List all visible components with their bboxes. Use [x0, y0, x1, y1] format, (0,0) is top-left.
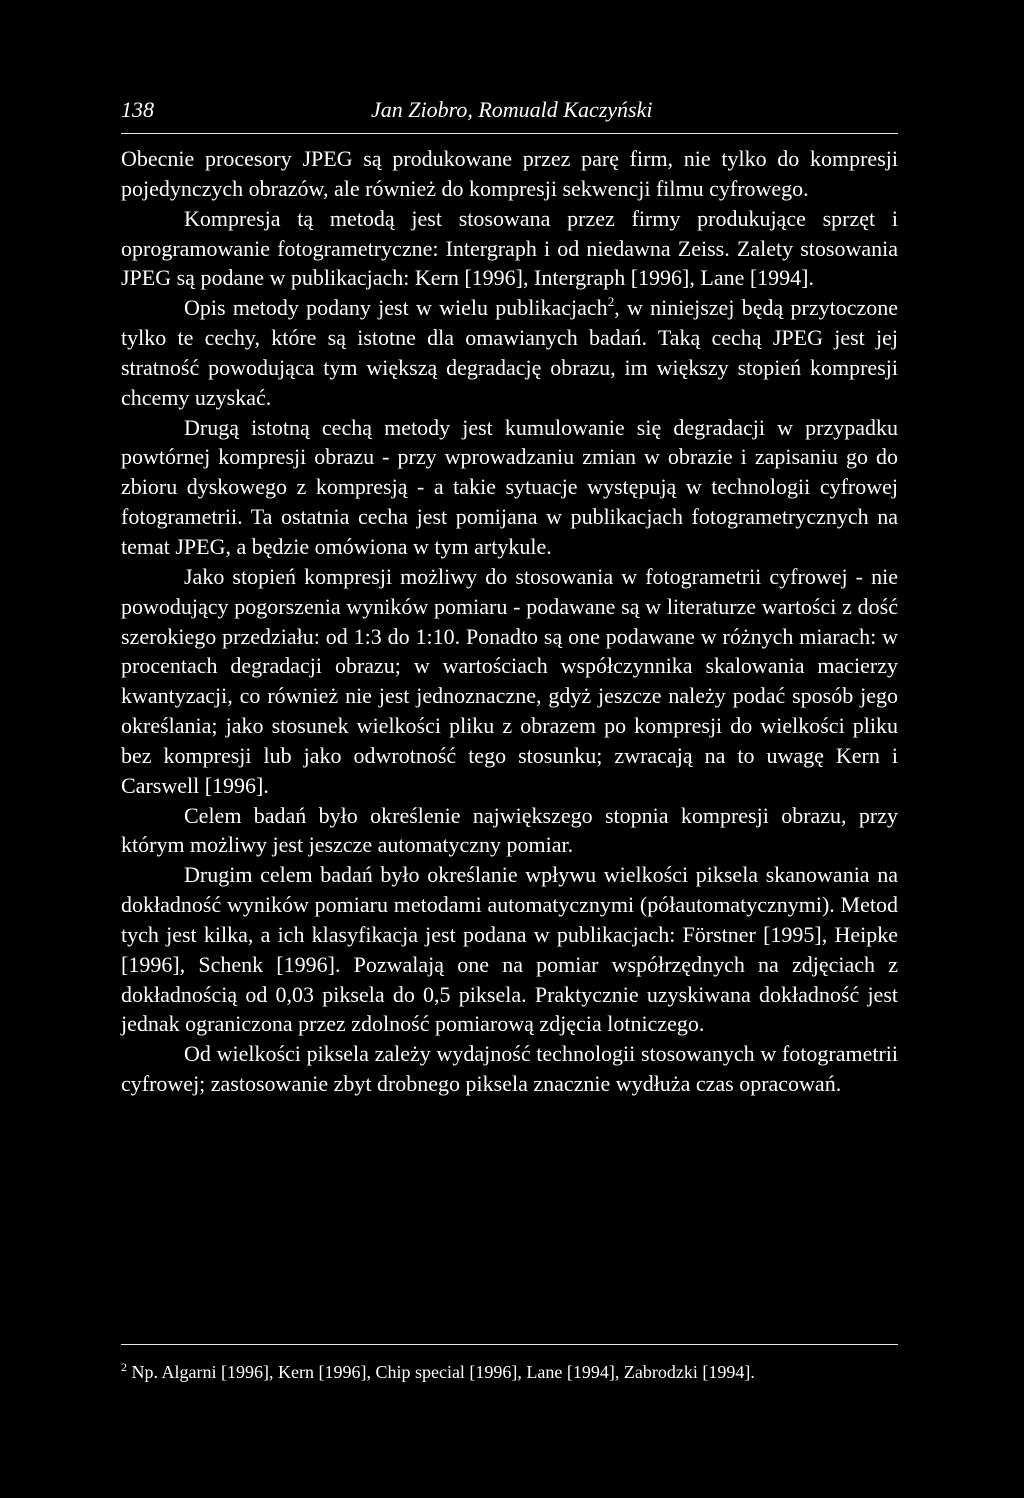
- footnote: [121, 1359, 898, 1385]
- page-header: [121, 97, 898, 134]
- paragraph-6: Celem badań było określenie największego stopnia kompresji obrazu, przy którym możliwy jest jeszcze automatyczny pomiar.: [121, 802, 898, 858]
- footnote-reference[interactable]: 2: [607, 294, 615, 310]
- footnote-divider: [121, 1344, 898, 1345]
- paragraph-2: Kompresja tą metodą jest stosowana przez firmy produkujące sprzęt i oprogramowanie fotogrametryczne: Intergraph i od niedawna Zeiss. Zalety stosowania JPEG są podane w publikacjach: Kern [1996], Intergraph [1996], Lane [1994].: [121, 205, 898, 291]
- paragraph-7: Drugim celem badań było określanie wpływu wielkości piksela skanowania na dokładność wyników pomiaru metodami automatycznymi (półautomatycznymi). Metod tych jest kilka, a ich klasyfikacja jest podana w publikacjach: Förstner [1995], Heipke [1996], Schenk [1996]. Pozwalają one na pomiar współrzędnych na zdjęciach z dokładnością od 0,03 piksela do 0,5 piksela. Praktycznie uzyskiwana dokładność jest jednak ograniczona przez zdolność pomiarową zdjęcia lotniczego.: [121, 862, 898, 1037]
- paragraph-3-text-before: Opis metody podany jest w wielu publikacjach: [184, 295, 608, 321]
- paragraph-3: [121, 293, 898, 412]
- footnote-text: Np. Algarni [1996], Kern [1996], Chip special [1996], Lane [1994], Zabrodzki [1994].: [127, 1362, 755, 1382]
- paragraph-4: Drugą istotną cechą metody jest kumulowanie się degradacji w przypadku powtórnej kompresji obrazu - przy wprowadzaniu zmian w obrazie i zapisaniu go do zbioru dyskowego z kompresją - a takie sytuacje występują w technologii cyfrowej fotogrametrii. Ta ostatnia cecha jest pomijana w publikacjach fotogrametrycznych na temat JPEG, a będzie omówiona w tym artykule.: [121, 414, 898, 559]
- footnote-number: 2: [121, 1360, 127, 1374]
- paragraph-8: Od wielkości piksela zależy wydajność technologii stosowanych w fotogrametrii cyfrowej; zastosowanie zbyt drobnego piksela znacznie wydłuża czas opracowań.: [121, 1041, 898, 1097]
- paragraph-1: Obecnie procesory JPEG są produkowane przez parę firm, nie tylko do kompresji pojedynczych obrazów, ale również do kompresji sekwencji filmu cyfrowego.: [121, 146, 898, 201]
- body-text: [121, 144, 898, 1099]
- paragraph-5: Jako stopień kompresji możliwy do stosowania w fotogrametrii cyfrowej - nie powodujący pogorszenia wyników pomiaru - podawane są w literaturze wartości z dość szerokiego przedziału: od 1:3 do 1:10. Ponadto są one podawane w różnych miarach: w procentach degradacji obrazu; w wartościach współczynnika skalowania macierzy kwantyzacji, co również nie jest jednoznaczne, gdyż jeszcze należy podać sposób jego określania; jako stosunek wielkości pliku z obrazem po kompresji do wielkości pliku bez kompresji lub jako odwrotność tego stosunku; zwracają na to uwagę Kern i Carswell [1996].: [121, 563, 898, 798]
- page-number: 138: [121, 97, 154, 122]
- paragraph-3-text-after: , w niniejszej będą przytoczone tylko te cechy, które są istotne dla omawianych badań. Taką cechą JPEG jest jej stratność powodująca tym większą degradację obrazu, im większy stopień kompresji chcemy uzyskać.: [121, 295, 899, 410]
- running-head: Jan Ziobro, Romuald Kaczyński: [371, 97, 653, 122]
